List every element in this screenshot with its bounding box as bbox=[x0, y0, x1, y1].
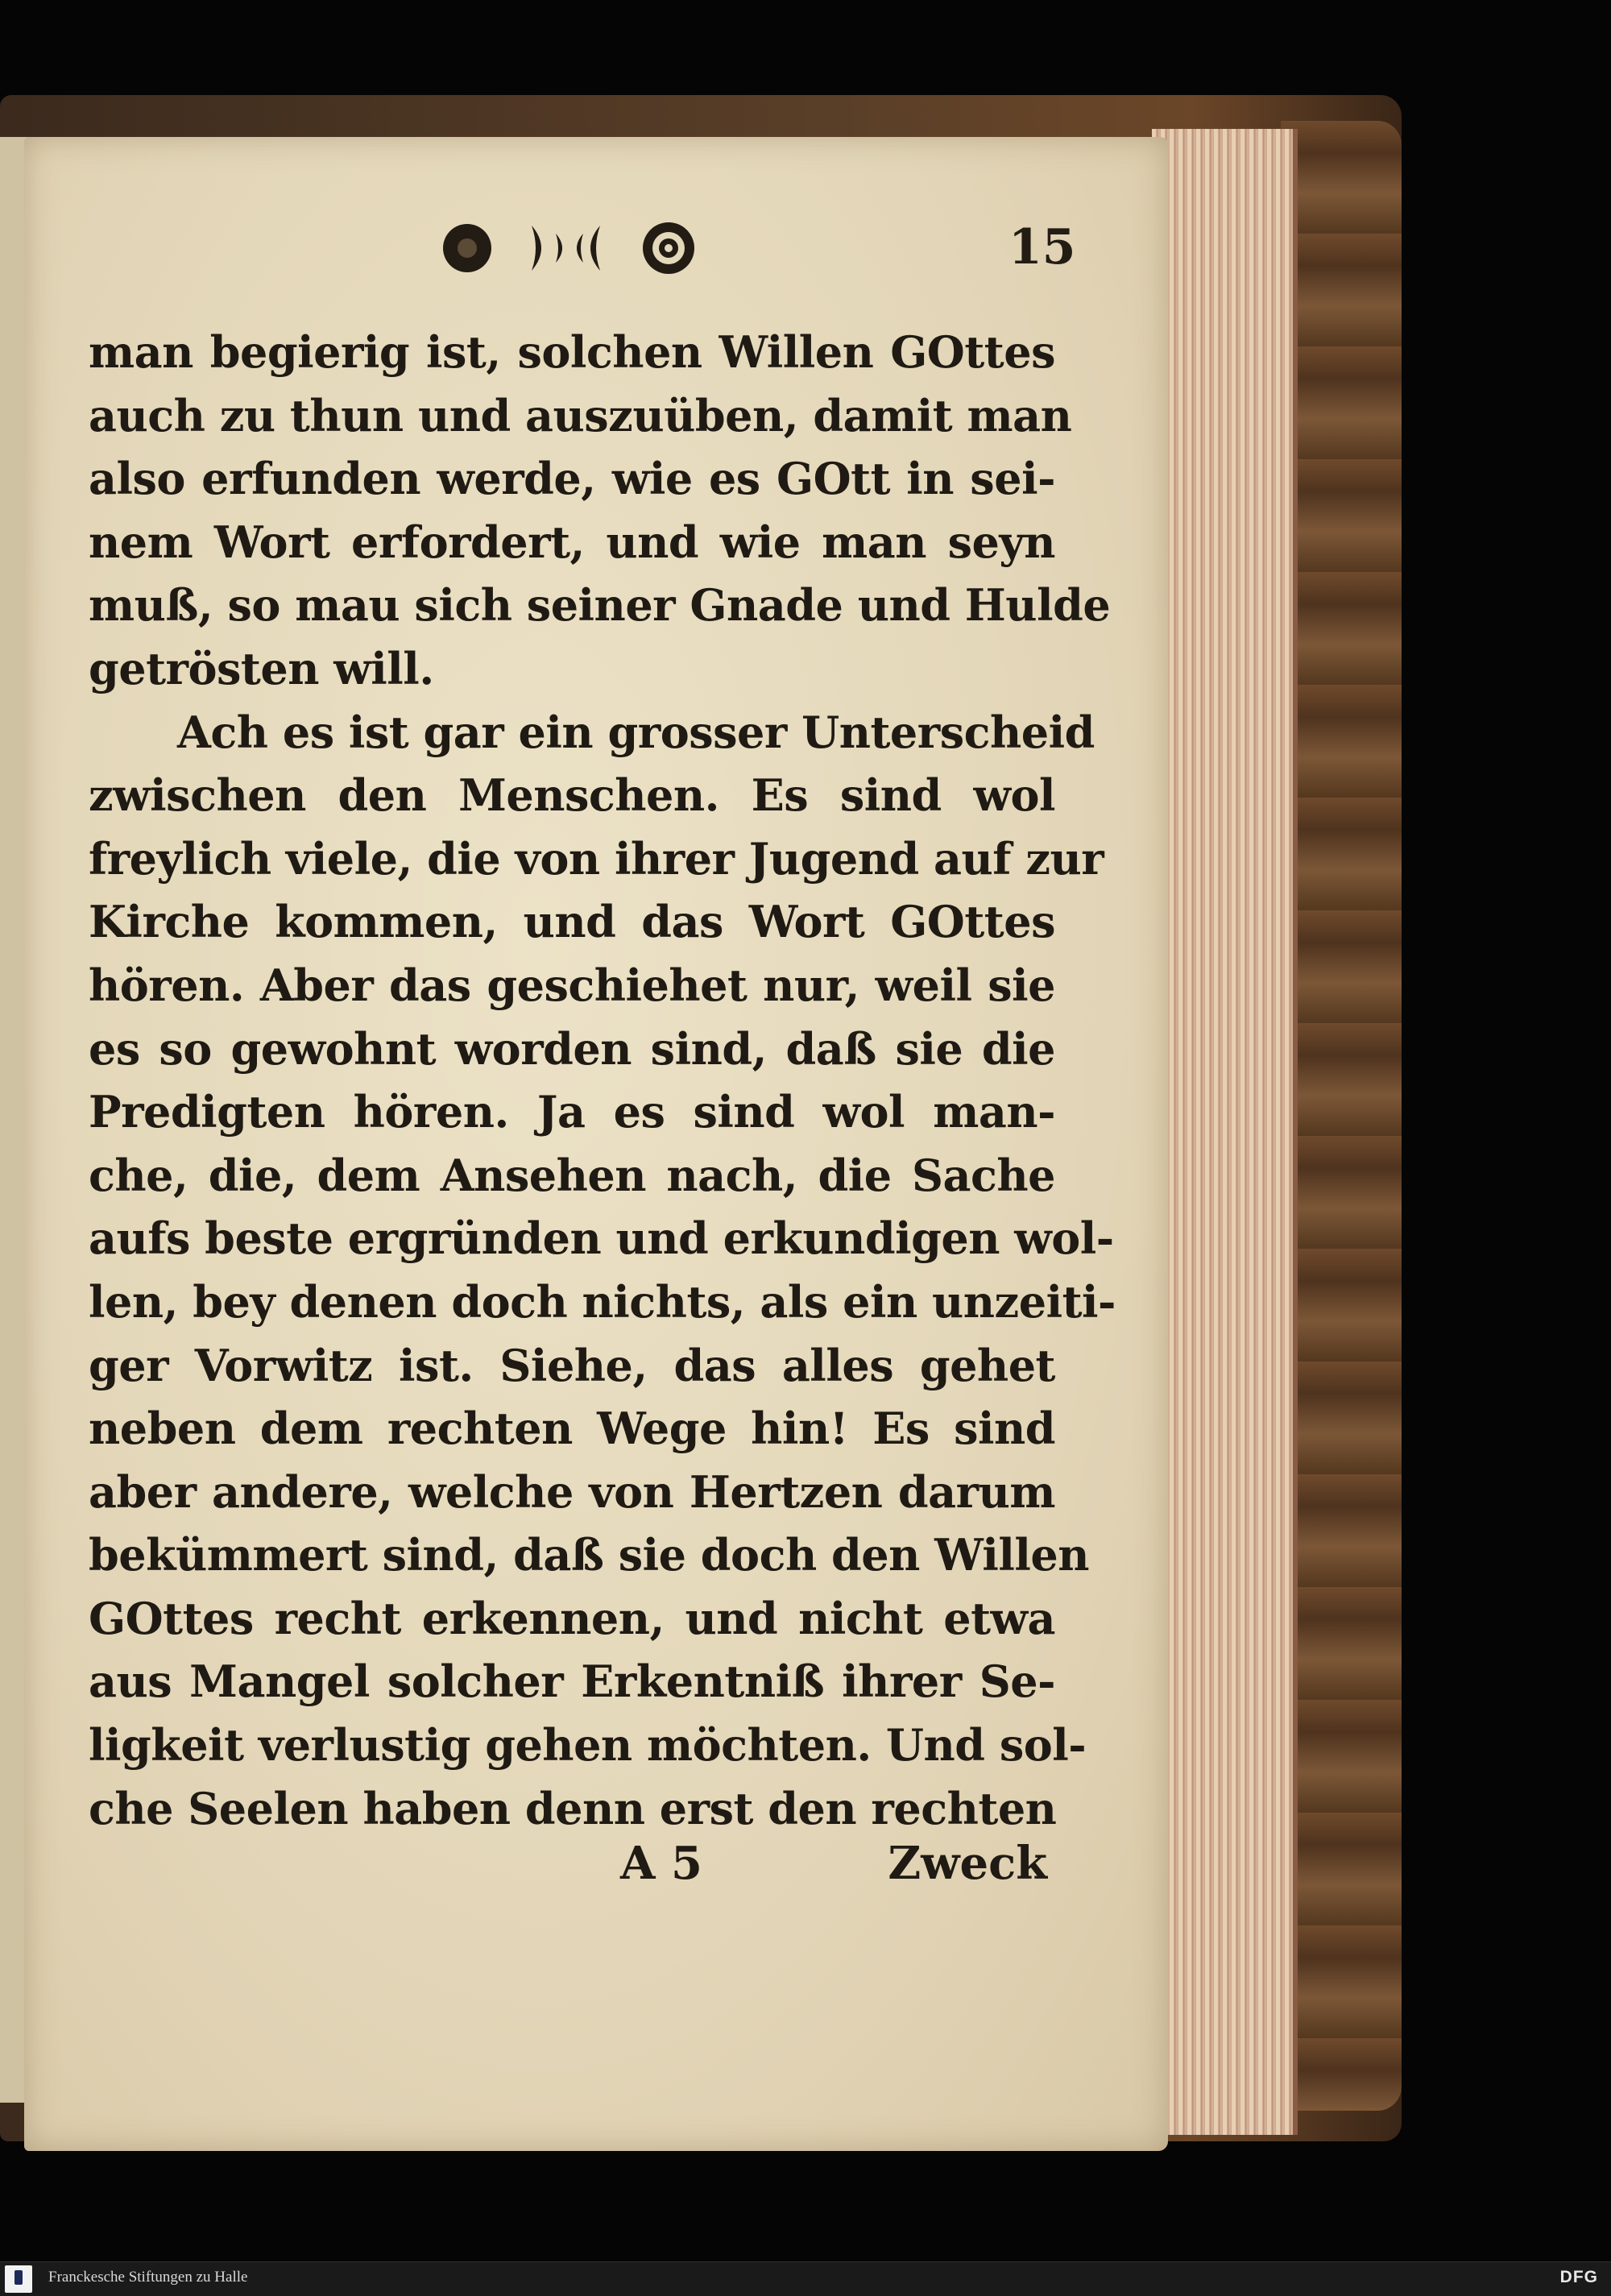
text-line: Ach es ist gar ein grosser Unterscheid bbox=[177, 706, 1095, 758]
text-line: Predigten hören. Ja es sind wol man- bbox=[89, 1086, 1055, 1138]
body-text bbox=[89, 321, 1116, 1840]
text-line: ligkeit verlustig gehen möchten. Und sol- bbox=[89, 1719, 1087, 1772]
text-line: man begierig ist, solchen Willen GOttes bbox=[89, 326, 1055, 378]
text-line: getrösten will. bbox=[89, 642, 434, 694]
page-number: 15 bbox=[1008, 219, 1076, 276]
text-line: aufs beste ergründen und erkundigen wol- bbox=[89, 1212, 1114, 1265]
page-edges bbox=[1152, 129, 1298, 2135]
text-line: muß, so mau sich seiner Gnade und Hulde bbox=[89, 579, 1111, 632]
text-line: zwischen den Menschen. Es sind wol bbox=[89, 769, 1055, 822]
fleuron-ornament-icon bbox=[435, 216, 709, 280]
text-line: che, die, dem Ansehen nach, die Sache bbox=[89, 1149, 1055, 1201]
text-line: es so gewohnt worden sind, daß sie die bbox=[89, 1022, 1055, 1075]
signature-mark: A 5 bbox=[620, 1837, 702, 1890]
text-line: ger Vorwitz ist. Siehe, das alles gehet bbox=[89, 1339, 1055, 1391]
text-line: Kirche kommen, und das Wort GOttes bbox=[89, 896, 1055, 948]
institution-name: Franckesche Stiftungen zu Halle bbox=[48, 2269, 248, 2286]
book-spine-edge bbox=[1281, 121, 1402, 2111]
text-line: also erfunden werde, wie es GOtt in sei- bbox=[89, 453, 1055, 505]
text-line: hören. Aber das geschiehet nur, weil sie bbox=[89, 959, 1055, 1011]
viewer-footer-bar bbox=[0, 2261, 1611, 2296]
text-line: che Seelen haben denn erst den rechten bbox=[89, 1782, 1057, 1834]
text-line: len, bey denen doch nichts, als ein unzeiti- bbox=[89, 1275, 1116, 1328]
text-line: aber andere, welche von Hertzen darum bbox=[89, 1465, 1055, 1518]
text-line: GOttes recht erkennen, und nicht etwa bbox=[89, 1592, 1055, 1644]
text-line: aus Mangel solcher Erkentniß ihrer Se- bbox=[89, 1656, 1055, 1708]
text-line: auch zu thun und auszuüben, damit man bbox=[89, 389, 1072, 441]
text-line: freylich viele, die von ihrer Jugend auf zur bbox=[89, 832, 1104, 885]
institution-logo-icon[interactable] bbox=[5, 2265, 32, 2293]
text-line: bekümmert sind, daß sie doch den Willen bbox=[89, 1529, 1090, 1581]
text-line: nem Wort erfordert, und wie man seyn bbox=[89, 516, 1055, 568]
funder-logo[interactable]: DFG bbox=[1559, 2268, 1598, 2286]
text-line: neben dem rechten Wege hin! Es sind bbox=[89, 1403, 1055, 1455]
catchword: Zweck bbox=[888, 1837, 1047, 1890]
